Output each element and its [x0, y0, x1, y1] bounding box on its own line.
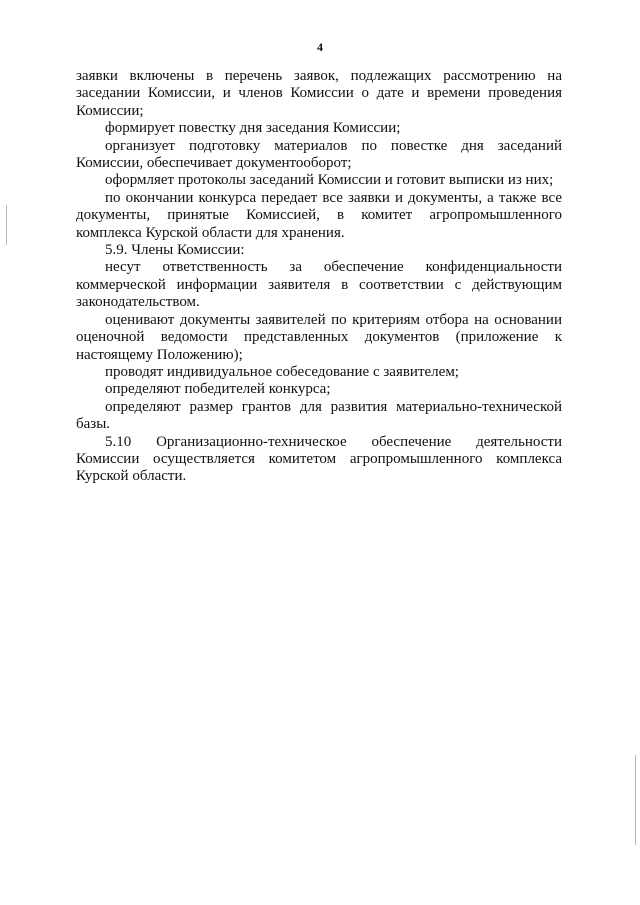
paragraph-notify-members: заявки включены в перечень заявок, подлежащих рассмотрению на заседании Комиссии, и членов Комиссии о дате и времени проведения Комиссии; [76, 68, 562, 119]
page-number: 4 [317, 40, 323, 54]
section-heading-5-9: 5.9. Члены Комиссии: [105, 242, 245, 259]
section-5-10-support: 5.10 Организационно-техническое обеспечение деятельности Комиссии осуществляется комитетом агропромышленного комплекса Курской области. [76, 433, 562, 485]
paragraph-grant-size: определяют размер грантов для развития материально-технической базы. [76, 398, 562, 433]
paragraph-evaluate-documents: оценивают документы заявителей по критериям отбора на основании оценочной ведомости представленных документов (приложение к настоящему Положению); [76, 311, 562, 363]
paragraph-prepare-materials: организует подготовку материалов по повестке дня заседаний Комиссии, обеспечивает документооборот; [76, 137, 562, 172]
paragraph-confidentiality: несут ответственность за обеспечение конфиденциальности коммерческой информации заявителя в соответствии с действующим законодательством. [76, 259, 562, 311]
scan-edge-mark [6, 205, 7, 245]
paragraph-protocols: оформляет протоколы заседаний Комиссии и готовит выписки из них; [105, 172, 554, 189]
paragraph-interview: проводят индивидуальное собеседование с заявителем; [105, 363, 459, 380]
document-body [76, 68, 562, 486]
paragraph-agenda: формирует повестку дня заседания Комиссии; [105, 120, 401, 137]
paragraph-archive-documents: по окончании конкурса передает все заявки и документы, а также все документы, принятые Комиссией, в комитет агропромышленного комплекса Курской области для хранения. [76, 189, 562, 241]
scan-edge-mark [635, 755, 636, 845]
paragraph-winners: определяют победителей конкурса; [105, 381, 331, 398]
